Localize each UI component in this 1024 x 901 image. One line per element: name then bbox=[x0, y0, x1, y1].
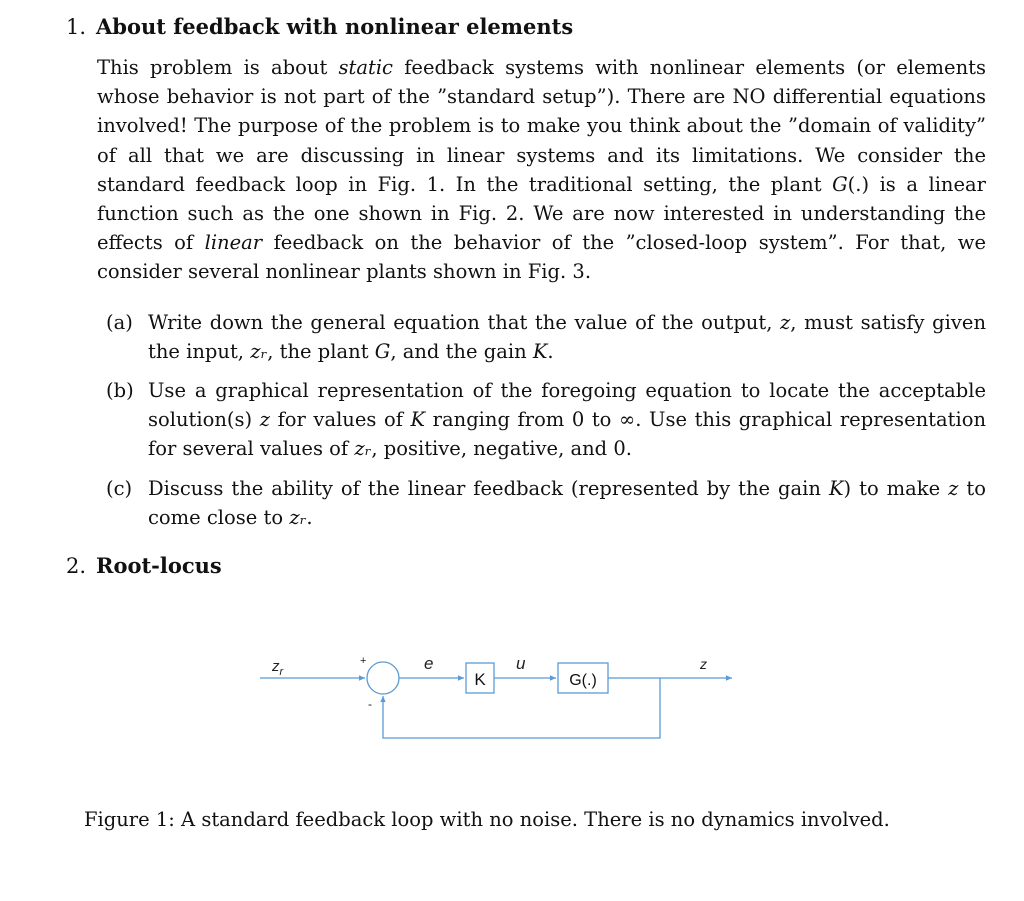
text-run: , the plant bbox=[267, 340, 375, 364]
text-run: Use a graphical representation of the foregoing equation to locate the acceptable solution(s) bbox=[148, 379, 986, 432]
math-or-emphasis: zᵣ bbox=[354, 437, 372, 461]
math-or-emphasis: G bbox=[374, 340, 391, 364]
section-1-title: About feedback with nonlinear elements bbox=[96, 14, 574, 39]
text-run: feedback systems with nonlinear elements (or elements whose behavior is not part of the ”standard setup”). There are NO differential equations involved! The purpose of the problem is to make you think about the ”domain of validity” of all that we are discussing in linear systems and its limitations. We consider the standard feedback loop in Fig. 1. In the traditional setting, the plant bbox=[97, 56, 986, 196]
math-or-emphasis: zᵣ bbox=[250, 340, 268, 364]
math-or-emphasis: z bbox=[780, 311, 791, 334]
math-or-emphasis: linear bbox=[204, 231, 263, 255]
math-or-emphasis: z bbox=[259, 408, 270, 432]
minus-sign: - bbox=[368, 697, 372, 711]
section-2-heading bbox=[66, 553, 222, 579]
section-1-number: 1. bbox=[66, 15, 87, 39]
item-a-label: (a) bbox=[106, 311, 133, 334]
item-a bbox=[106, 308, 987, 364]
output-label: z bbox=[700, 656, 707, 672]
text-run: . bbox=[306, 506, 313, 530]
text-run: feedback on the behavior of the ”closed-loop system”. For that, we consider several nonlinear plants shown in Fig. 3. bbox=[97, 231, 986, 284]
gain-label: K bbox=[474, 670, 486, 689]
error-label: e bbox=[424, 654, 434, 673]
math-or-emphasis: K bbox=[410, 408, 426, 432]
item-c bbox=[106, 474, 986, 530]
math-or-emphasis: K bbox=[532, 340, 548, 364]
section-2-number: 2. bbox=[66, 554, 87, 578]
text-run: to come close to bbox=[148, 477, 986, 530]
text-run: , positive, negative, and 0. bbox=[371, 437, 632, 461]
item-b-text bbox=[148, 376, 986, 464]
figure-1-caption: Figure 1: A standard feedback loop with no noise. There is no dynamics involved. bbox=[84, 808, 890, 831]
item-c-text bbox=[148, 474, 986, 532]
text-run: Write down the general equation that the value of the output, bbox=[148, 311, 781, 334]
text-run: , must satisfy given the input, bbox=[148, 311, 987, 364]
math-or-emphasis: static bbox=[338, 56, 393, 79]
feedback-path bbox=[383, 678, 660, 738]
input-label: $z_r$ bbox=[272, 658, 284, 678]
item-b bbox=[106, 376, 986, 461]
feedback-loop-diagram bbox=[250, 640, 750, 750]
text-run: ranging from 0 to ∞. Use this graphical representation for several values of bbox=[148, 408, 986, 461]
plus-sign: + bbox=[360, 655, 367, 667]
section-2-title: Root-locus bbox=[96, 553, 222, 578]
text-run: Discuss the ability of the linear feedback (represented by the gain bbox=[148, 477, 829, 500]
text-run: for values of bbox=[270, 408, 411, 432]
section-1-heading bbox=[66, 14, 573, 40]
item-a-text bbox=[148, 308, 986, 366]
item-b-label: (b) bbox=[106, 379, 134, 402]
math-or-emphasis: K bbox=[828, 477, 844, 500]
section-1-paragraph bbox=[97, 53, 986, 287]
math-or-emphasis: G bbox=[832, 172, 848, 196]
text-run: This problem is about bbox=[97, 56, 339, 79]
text-run: (.) is a linear function such as the one shown in Fig. 2. We are now interested in understanding the effects of bbox=[97, 172, 986, 255]
math-or-emphasis: z bbox=[948, 477, 959, 500]
text-run: , and the gain bbox=[390, 340, 533, 364]
summing-junction bbox=[367, 662, 399, 694]
math-or-emphasis: zᵣ bbox=[289, 506, 307, 530]
control-label: u bbox=[516, 654, 526, 673]
item-c-label: (c) bbox=[106, 477, 133, 500]
text-run: . bbox=[547, 340, 554, 364]
plant-label: G(.) bbox=[569, 672, 597, 689]
text-run: ) to make bbox=[843, 477, 949, 500]
